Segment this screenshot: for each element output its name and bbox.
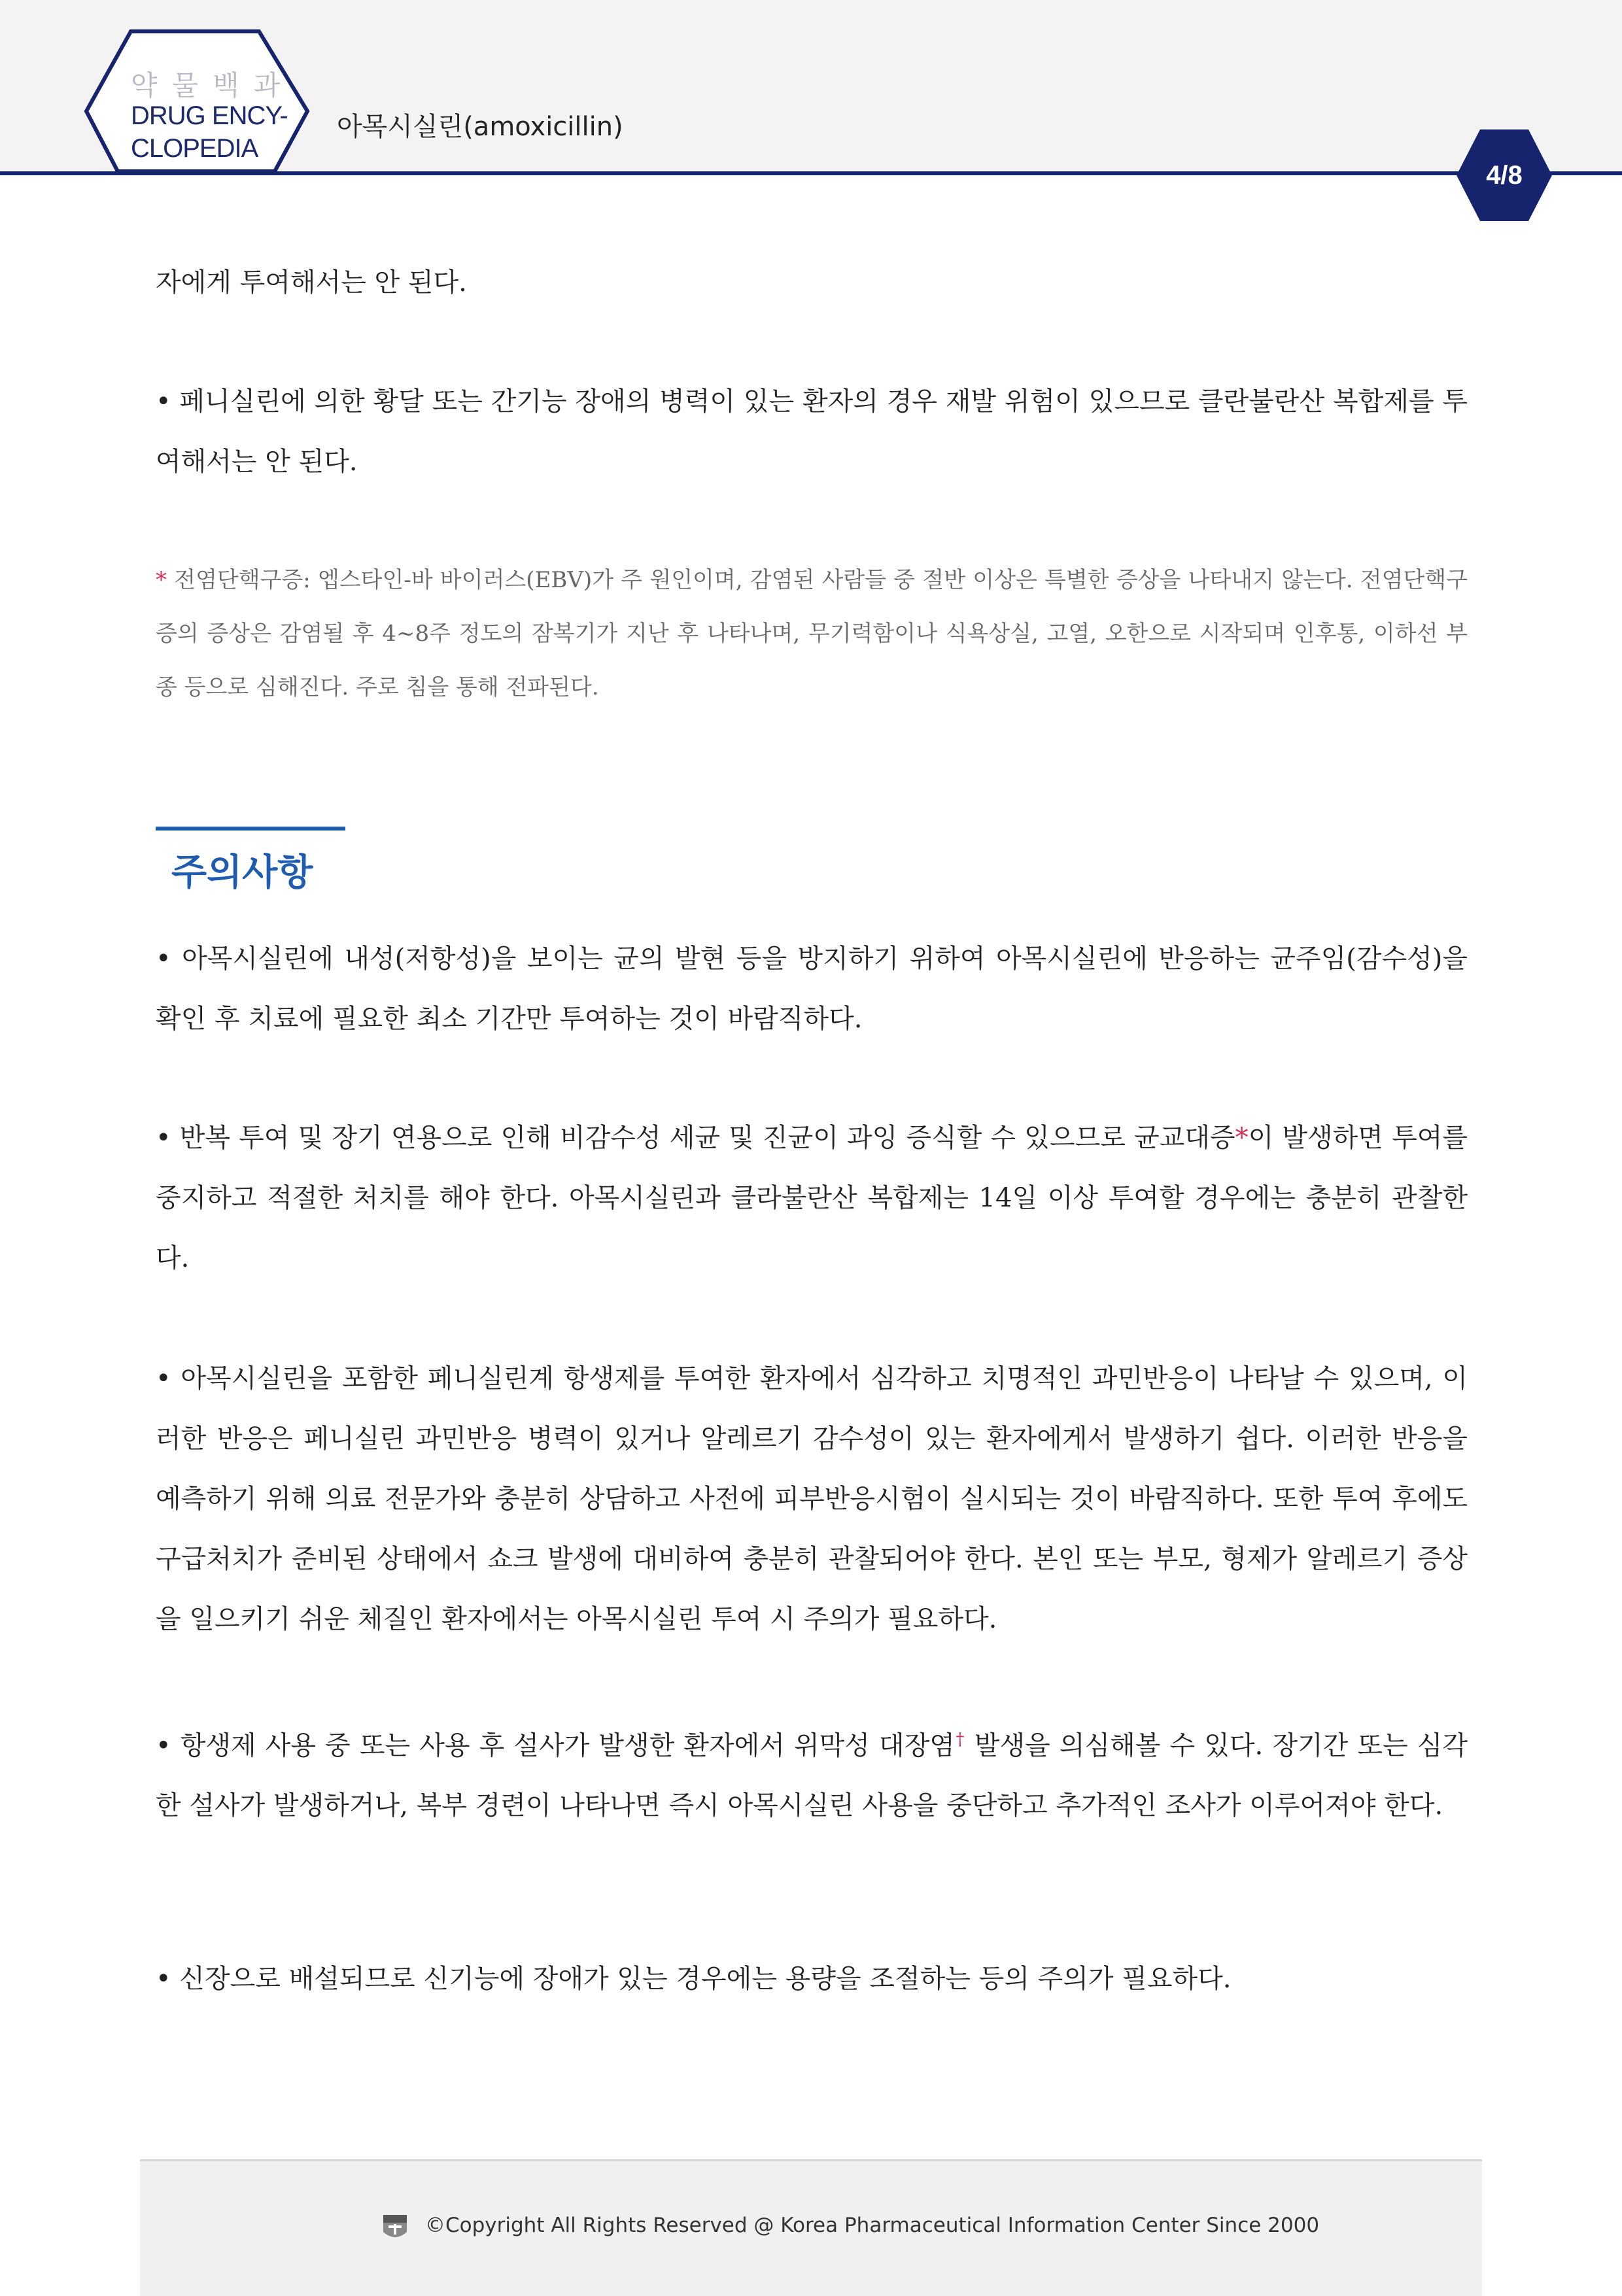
precaution-renal: • 신장으로 배설되므로 신기능에 장애가 있는 경우에는 용량을 조절하는 등의 주의가 필요하다. [156,1964,1232,1994]
footer [140,2159,1482,2296]
superinfection-star-marker: * [1235,1123,1249,1153]
precaution-2 [156,1108,1468,1288]
intro-bullet-block [156,371,1468,492]
document-title: 아목시실린(amoxicillin) [337,112,623,142]
precaution-5 [156,1949,1468,2009]
logo-english-line-2: CLOPEDIA [131,134,258,163]
footnote-block [156,553,1468,714]
precaution-2-text-b: 이 발생하면 투여를 중지하고 적절한 처치를 해야 한다. 아목시실린과 클라불란산 복합제는 14일 이상 투여할 경우에는 충분히 관찰한다. [156,1123,1468,1273]
section-rule [156,827,345,831]
logo-english-line-1: DRUG ENCY- [131,101,288,130]
precaution-4-text-a: • 항생제 사용 중 또는 사용 후 설사가 발생한 환자에서 위막성 대장염 [156,1730,955,1761]
precaution-4 [156,1709,1468,1836]
precaution-4-text-b: 발생을 의심해볼 수 있다. 장기간 또는 심각한 설사가 발생하거나, 복부 경련이 나타나면 즉시 아목시실린 사용을 중단하고 추가적인 조사가 이루어져야 한다. [156,1730,1468,1821]
intro-bullet-jaundice: • 페니실린에 의한 황달 또는 간기능 장애의 병력이 있는 환자의 경우 재발 위험이 있으므로 클란불란산 복합제를 투여해서는 안 된다. [156,386,1468,477]
logo-korean-text: 약물백과 [131,69,295,101]
intro-block [156,252,1468,313]
kpic-emblem-icon [382,2214,408,2242]
footnote-text: 전염단핵구증: 엡스타인-바 바이러스(EBV)가 주 원인이며, 감염된 사람들 중 절반 이상은 특별한 증상을 나타내지 않는다. 전염단핵구증의 증상은 감염될 후 4~8주 정도의 잠복기가 지난 후 나타나며, 무기력함이나 식욕상실, 고열, 오한으로 시작되며 인후통, 이하선 부종 등으로 심해진다. 주로 침을 통해 전파된다. [156,567,1468,700]
copyright-text: ©Copyright All Rights Reserved @ Korea Pharmaceutical Information Center Since 2000 [425,2214,1320,2237]
footnote-mononucleosis [156,553,1468,714]
precaution-3 [156,1348,1468,1649]
precaution-resistance: • 아목시실린에 내성(저항성)을 보이는 균의 발현 등을 방지하기 위하여 아목시실린에 반응하는 균주임(감수성)을 확인 후 치료에 필요한 최소 기간만 투여하는 것이 바람직하다. [156,944,1468,1034]
footnote-star-marker: * [156,567,167,593]
section-title: 주의사항 [171,851,313,894]
page-number: 4/8 [1486,161,1523,190]
precaution-1 [156,929,1468,1049]
precaution-superinfection [156,1108,1468,1288]
precaution-2-text-a: • 반복 투여 및 장기 연용으로 인해 비감수성 세균 및 진균이 과잉 증식할 수 있으므로 균교대증 [156,1123,1235,1153]
colitis-dagger-marker: † [954,1730,965,1749]
intro-paragraph-continuation: 자에게 투여해서는 안 된다. [156,267,467,298]
logo-english-text [131,99,288,165]
precaution-colitis [156,1709,1468,1836]
precaution-hypersensitivity: • 아목시실린을 포함한 페니실린계 항생제를 투여한 환자에서 심각하고 치명적인 과민반응이 나타날 수 있으며, 이러한 반응은 페니실린 과민반응 병력이 있거나 알레르기 감수성이 있는 환자에게서 발생하기 쉽다. 이러한 반응을 예측하기 위해 의료 전문가와 충분히 상담하고 사전에 피부반응시험이 실시되는 것이 바람직하다. 또한 투여 후에도 구급처치가 준비된 상태에서 쇼크 발생에 대비하여 충분히 관찰되어야 한다. 본인 또는 부모, 형제가 알레르기 증상을 일으키기 쉬운 체질인 환자에서는 아목시실린 투여 시 주의가 필요하다. [156,1363,1468,1634]
